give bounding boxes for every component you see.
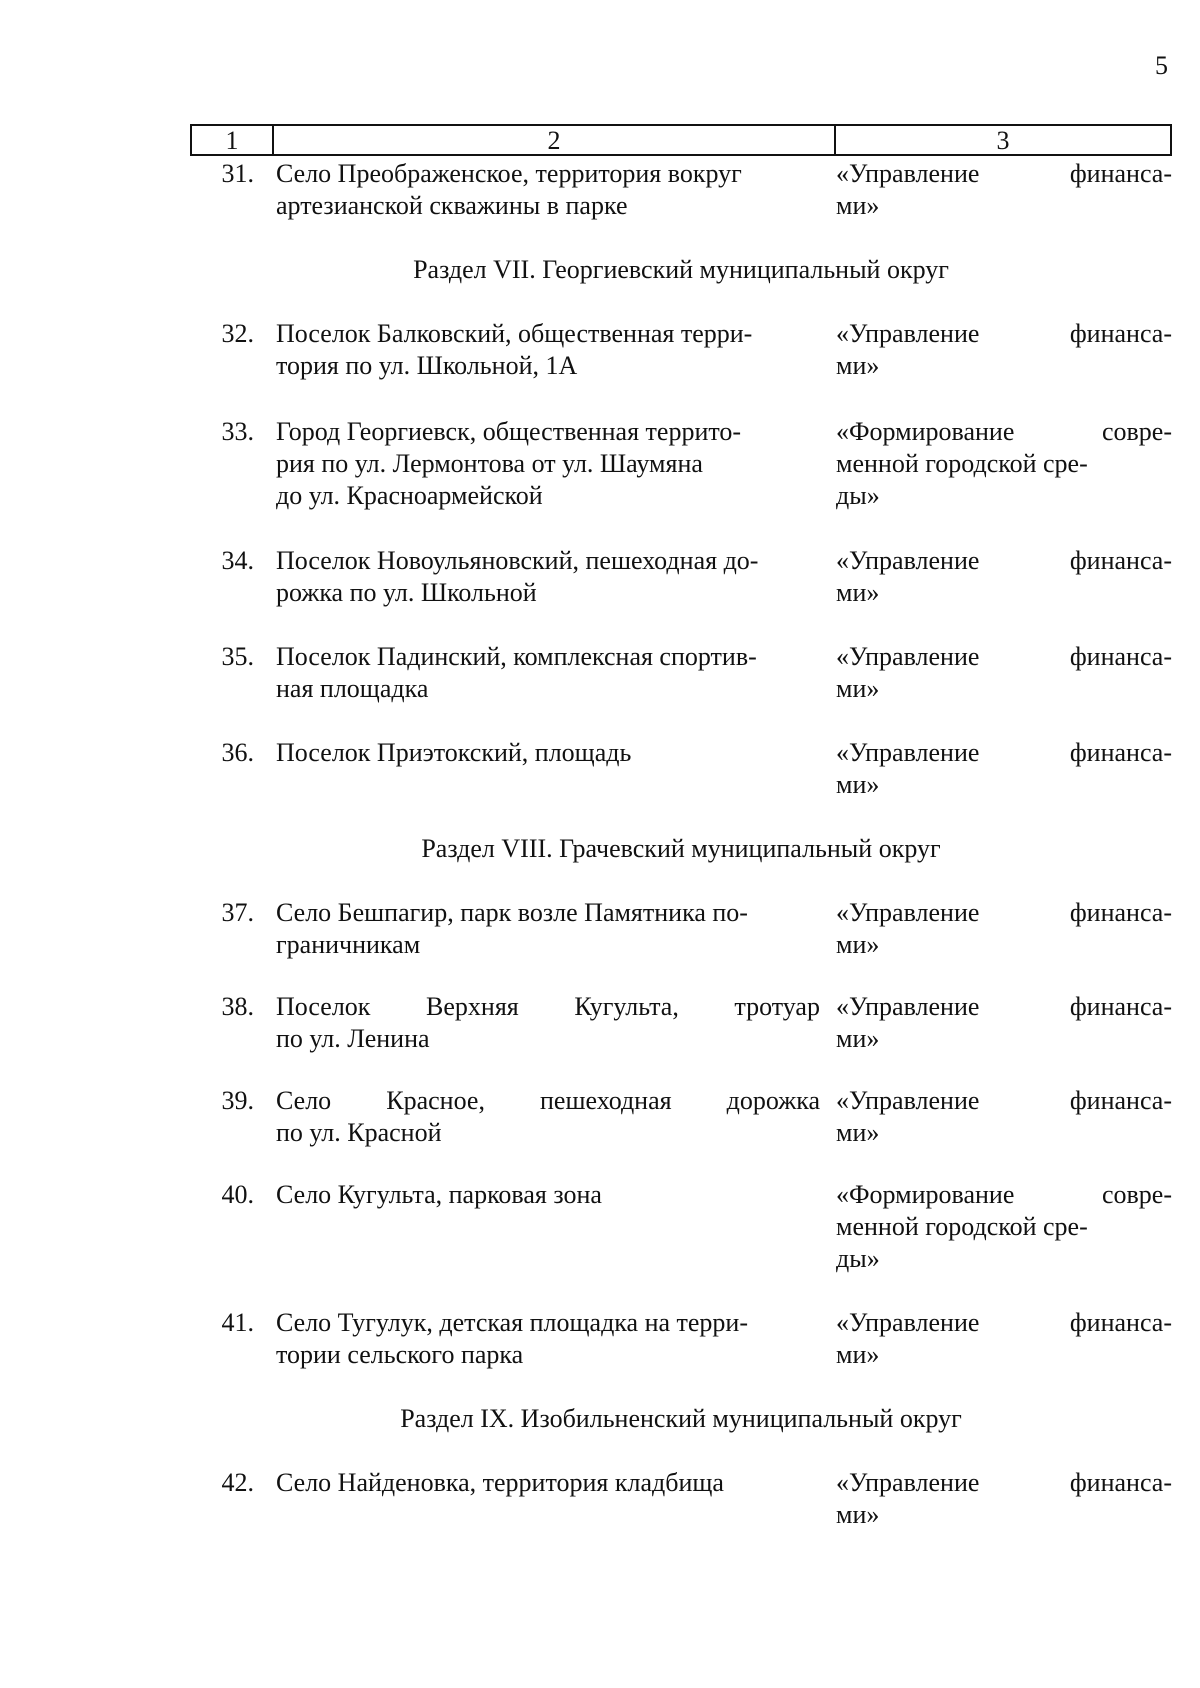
program-word: финанса- [1069, 319, 1172, 348]
program-line: ми» [836, 578, 880, 607]
table-row [190, 416, 1172, 512]
program-word: финанса- [1069, 738, 1172, 767]
program-line: ми» [836, 1340, 880, 1369]
program-word: «Управление [836, 898, 980, 927]
table-row [190, 991, 1172, 1055]
table-row [190, 1307, 1172, 1371]
program-word: «Управление [836, 642, 980, 671]
row-number: 42. [221, 1468, 254, 1497]
description-word: Кугульта, [574, 992, 679, 1021]
program-name [834, 737, 1172, 801]
object-description [272, 545, 834, 609]
table-row [190, 1085, 1172, 1149]
column-header-3: 3 [996, 126, 1010, 155]
program-word: финанса- [1069, 642, 1172, 671]
program-line [836, 1307, 1172, 1339]
description-line: Село Бешпагир, парк возле Памятника по- [276, 898, 748, 927]
description-line: ная площадка [276, 674, 429, 703]
program-line [836, 737, 1172, 769]
description-line: Поселок Падинский, комплексная спортив- [276, 642, 757, 671]
row-number: 33. [221, 417, 254, 446]
row-number: 31. [221, 159, 254, 188]
program-word: финанса- [1069, 546, 1172, 575]
program-word: «Управление [836, 159, 980, 188]
object-description [272, 897, 834, 961]
program-line [836, 158, 1172, 190]
column-header-1: 1 [192, 126, 274, 154]
table-row [190, 1179, 1172, 1275]
description-line: Город Георгиевск, общественная террито- [276, 417, 742, 446]
program-line [836, 1179, 1172, 1211]
program-name [834, 1179, 1172, 1275]
description-line: Поселок Приэтокский, площадь [276, 738, 632, 767]
object-description [272, 158, 834, 222]
row-number: 41. [221, 1308, 254, 1337]
description-line: рия по ул. Лермонтова от ул. Шаумяна [276, 449, 703, 478]
description-line [276, 1085, 820, 1117]
description-line: рожка по ул. Школьной [276, 578, 537, 607]
program-line: ми» [836, 351, 880, 380]
description-line: по ул. Красной [276, 1118, 442, 1147]
column-header-2: 2 [274, 126, 836, 154]
row-number: 39. [221, 1086, 254, 1115]
table-row [190, 897, 1172, 961]
program-name [834, 318, 1172, 382]
object-description [272, 416, 834, 512]
object-description [272, 737, 834, 801]
row-number: 36. [221, 738, 254, 767]
description-line: по ул. Ленина [276, 1024, 430, 1053]
program-name [834, 991, 1172, 1055]
object-description [272, 991, 834, 1055]
program-line [836, 1085, 1172, 1117]
program-word: «Управление [836, 1468, 980, 1497]
table-row [190, 641, 1172, 705]
program-word: «Формирование [836, 1180, 1015, 1209]
program-line [836, 416, 1172, 448]
section-heading-8: Раздел VIII. Грачевский муниципальный округ [421, 834, 941, 863]
object-description [272, 318, 834, 382]
row-number: 38. [221, 992, 254, 1021]
table-header-row [190, 124, 1172, 156]
description-line: Село Найденовка, территория кладбища [276, 1468, 724, 1497]
program-line: ми» [836, 674, 880, 703]
description-word: Село [276, 1086, 332, 1115]
program-word: финанса- [1069, 1308, 1172, 1337]
section-heading-7: Раздел VII. Георгиевский муниципальный округ [413, 255, 949, 284]
object-description [272, 1179, 834, 1275]
program-word: финанса- [1069, 159, 1172, 188]
row-number: 37. [221, 898, 254, 927]
program-line: менной городской сре- [836, 449, 1088, 478]
program-word: финанса- [1069, 1468, 1172, 1497]
description-line: до ул. Красноармейской [276, 481, 543, 510]
program-word: совре- [1101, 417, 1172, 446]
program-word: «Управление [836, 546, 980, 575]
description-line: артезианской скважины в парке [276, 191, 628, 220]
program-word: финанса- [1069, 1086, 1172, 1115]
program-word: «Управление [836, 1308, 980, 1337]
program-name [834, 158, 1172, 222]
program-line: менной городской сре- [836, 1212, 1088, 1241]
row-number: 35. [221, 642, 254, 671]
program-word: «Управление [836, 992, 980, 1021]
program-name [834, 897, 1172, 961]
program-line: ды» [836, 481, 880, 510]
program-line [836, 545, 1172, 577]
program-line: ми» [836, 930, 880, 959]
row-number: 40. [221, 1180, 254, 1209]
table-row [190, 545, 1172, 609]
program-line: ми» [836, 1500, 880, 1529]
description-line [276, 158, 820, 190]
program-name [834, 416, 1172, 512]
program-line: ды» [836, 1244, 880, 1273]
description-text: Село Преображенское, территория вокруг [276, 159, 742, 188]
section-heading-9: Раздел IX. Изобильненский муниципальный округ [400, 1404, 962, 1433]
program-line: ми» [836, 191, 880, 220]
object-description [272, 641, 834, 705]
description-line: Село Тугулук, детская площадка на терри- [276, 1308, 748, 1337]
description-word: Красное, [386, 1086, 485, 1115]
description-line: Село Кугульта, парковая зона [276, 1180, 602, 1209]
table-row [190, 158, 1172, 222]
program-name [834, 641, 1172, 705]
object-description [272, 1467, 834, 1531]
description-word: Верхняя [426, 992, 519, 1021]
object-description [272, 1307, 834, 1371]
object-description [272, 1085, 834, 1149]
program-name [834, 1085, 1172, 1149]
program-name [834, 1467, 1172, 1531]
description-line: тории сельского парка [276, 1340, 524, 1369]
program-line: ми» [836, 1024, 880, 1053]
program-line [836, 897, 1172, 929]
table-body [190, 158, 1172, 1531]
table-row [190, 318, 1172, 382]
program-word: финанса- [1069, 898, 1172, 927]
program-word: финанса- [1069, 992, 1172, 1021]
row-number: 34. [221, 546, 254, 575]
description-line: Поселок Балковский, общественная терри- [276, 319, 753, 348]
description-line: граничникам [276, 930, 421, 959]
program-word: «Управление [836, 319, 980, 348]
description-word: Поселок [276, 992, 371, 1021]
program-name [834, 545, 1172, 609]
program-name [834, 1307, 1172, 1371]
table-row [190, 1467, 1172, 1531]
description-word: дорожка [726, 1086, 820, 1115]
description-line [276, 991, 820, 1023]
program-line [836, 641, 1172, 673]
program-line [836, 318, 1172, 350]
program-line [836, 1467, 1172, 1499]
page-number: 5 [1155, 51, 1168, 80]
description-word: тротуар [734, 992, 820, 1021]
program-line [836, 991, 1172, 1023]
description-line: тория по ул. Школьной, 1А [276, 351, 578, 380]
table-row [190, 737, 1172, 801]
row-number: 32. [221, 319, 254, 348]
program-word: «Управление [836, 1086, 980, 1115]
program-line: ми» [836, 1118, 880, 1147]
program-line: ми» [836, 770, 880, 799]
program-word: «Формирование [836, 417, 1015, 446]
description-line: Поселок Новоульяновский, пешеходная до- [276, 546, 759, 575]
description-word: пешеходная [540, 1086, 672, 1115]
program-word: совре- [1101, 1180, 1172, 1209]
program-word: «Управление [836, 738, 980, 767]
